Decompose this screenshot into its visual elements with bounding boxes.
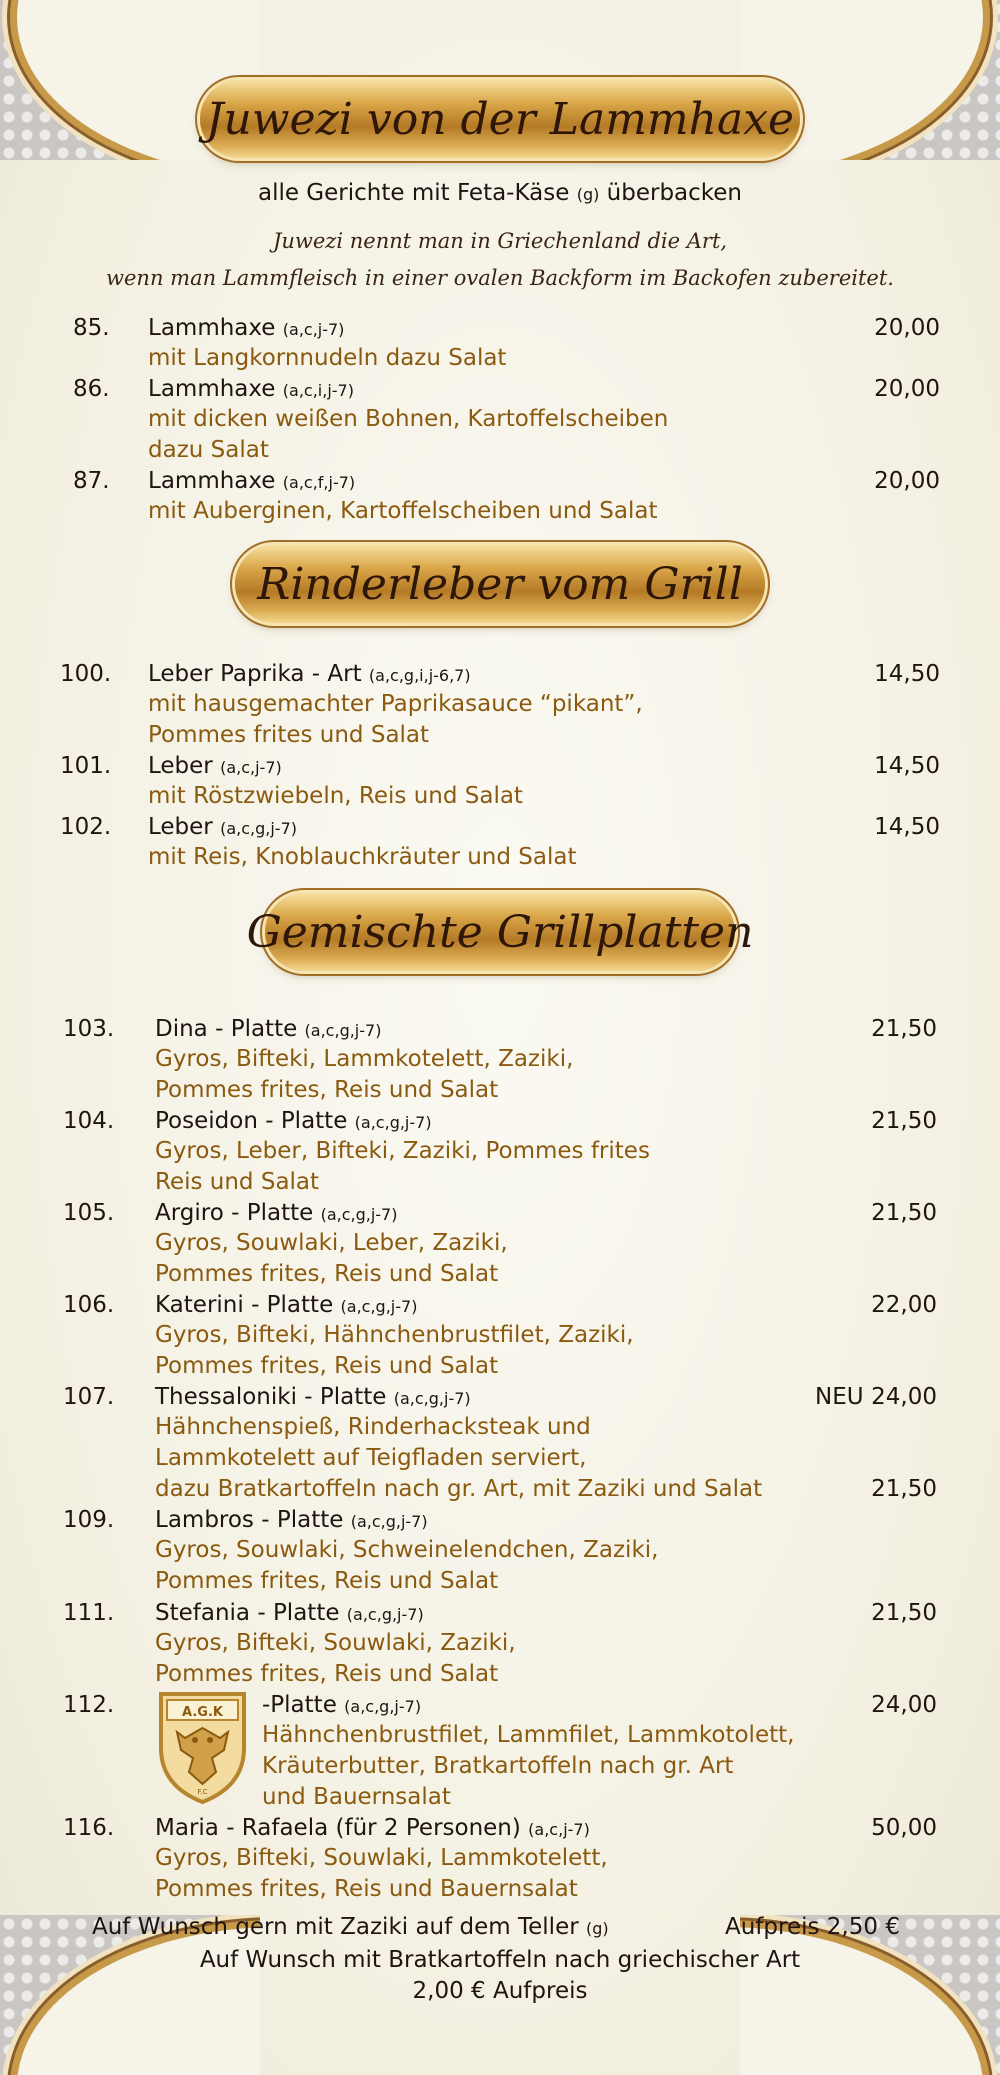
dish-description: Reis und Salat [155, 1169, 320, 1195]
dish-name: Lammhaxe (a,c,j-7) [148, 315, 345, 341]
dish-description: Gyros, Bifteki, Hähnchenbrustfilet, Zaziki, [155, 1322, 634, 1348]
item-price: 22,00 [871, 1292, 937, 1318]
dish-name: Lammhaxe (a,c,i,j-7) [148, 376, 354, 402]
item-price: 14,50 [874, 753, 940, 779]
new-badge: NEU [815, 1384, 864, 1410]
item-price: 21,50 [871, 1108, 937, 1134]
dish-description: Hähnchenbrustfilet, Lammfilet, Lammkotolett, [262, 1722, 795, 1748]
item-number: 86. [73, 376, 110, 402]
dish-description: Hähnchenspieß, Rinderhacksteak und [155, 1414, 591, 1440]
item-number: 105. [63, 1200, 115, 1226]
dish-description: mit Röstzwiebeln, Reis und Salat [148, 783, 523, 809]
dish-name: Poseidon - Platte (a,c,g,j-7) [155, 1108, 432, 1134]
dish-name: Dina - Platte (a,c,g,j-7) [155, 1016, 382, 1042]
item-price: 50,00 [871, 1815, 937, 1841]
section-title: Juwezi von der Lammhaxe [205, 93, 795, 145]
item-number: 104. [63, 1108, 115, 1134]
dish-description: dazu Salat [148, 437, 269, 463]
item-number: 102. [60, 814, 112, 840]
dish-name: Thessaloniki - Platte (a,c,g,j-7) [155, 1384, 471, 1410]
dish-description: Gyros, Souwlaki, Leber, Zaziki, [155, 1230, 508, 1256]
dish-name: Leber (a,c,g,j-7) [148, 814, 297, 840]
dish-description: Pommes frites, Reis und Salat [155, 1077, 499, 1103]
item-number: 87. [73, 468, 110, 494]
item-price: 20,00 [874, 376, 940, 402]
dish-name: Katerini - Platte (a,c,g,j-7) [155, 1292, 418, 1318]
item-price: 20,00 [874, 315, 940, 341]
dish-description: Pommes frites, Reis und Salat [155, 1568, 499, 1594]
section-subtitle: alle Gerichte mit Feta-Käse (g) überbacken [257, 180, 743, 206]
dish-name: Leber Paprika - Art (a,c,g,i,j-6,7) [148, 661, 471, 687]
section-title: Gemischte Grillplatten [246, 906, 754, 958]
item-number: 101. [60, 753, 112, 779]
dish-description: Gyros, Bifteki, Souwlaki, Zaziki, [155, 1630, 516, 1656]
item-number: 111. [63, 1600, 115, 1626]
dish-description: Pommes frites, Reis und Bauernsalat [155, 1876, 578, 1902]
section-banner-lamb [200, 80, 800, 158]
item-number: 109. [63, 1507, 115, 1533]
dish-description: Gyros, Leber, Bifteki, Zaziki, Pommes frites [155, 1138, 650, 1164]
footer-potatoes-price: 2,00 € Aufpreis [412, 1978, 588, 2004]
dish-description: Pommes frites, Reis und Salat [155, 1353, 499, 1379]
item-price: 21,50 [871, 1016, 937, 1042]
item-price: 24,00 [871, 1384, 937, 1410]
dish-description: Gyros, Bifteki, Lammkotelett, Zaziki, [155, 1046, 574, 1072]
dish-description: mit Langkornnudeln dazu Salat [148, 345, 507, 371]
item-number: 100. [60, 661, 112, 687]
dish-description: Pommes frites, Reis und Salat [155, 1261, 499, 1287]
dish-description: Lammkotelett auf Teigfladen serviert, [155, 1445, 587, 1471]
dish-name: Lambros - Platte (a,c,g,j-7) [155, 1507, 428, 1533]
footer-zaziki-price: Aufpreis 2,50 € [725, 1914, 900, 1940]
dish-description: mit Reis, Knoblauchkräuter und Salat [148, 844, 577, 870]
crest-lettering: A.G.K [182, 1705, 223, 1720]
section-banner-liver [235, 545, 765, 623]
club-crest-icon [155, 1688, 250, 1806]
section-banner-grill [246, 893, 754, 971]
dish-description: dazu Bratkartoffeln nach gr. Art, mit Zaziki und Salat [155, 1476, 763, 1502]
item-price: 14,50 [874, 661, 940, 687]
dish-name: Maria - Rafaela (für 2 Personen) (a,c,j-7) [155, 1815, 590, 1841]
section-title: Rinderleber vom Grill [257, 558, 743, 610]
dish-description: Kräuterbutter, Bratkartoffeln nach gr. Art [262, 1753, 734, 1779]
item-price: 20,00 [874, 468, 940, 494]
item-number: 112. [63, 1692, 115, 1718]
dish-name: Lammhaxe (a,c,f,j-7) [148, 468, 356, 494]
dish-description: mit Auberginen, Kartoffelscheiben und Salat [148, 498, 658, 524]
dish-description: Gyros, Bifteki, Souwlaki, Lammkotelett, [155, 1845, 608, 1871]
dish-description: und Bauernsalat [262, 1784, 451, 1810]
item-number: 103. [63, 1016, 115, 1042]
footer-potatoes-note: Auf Wunsch mit Bratkartoffeln nach griechischer Art [199, 1947, 801, 1973]
item-price: 14,50 [874, 814, 940, 840]
item-price: 21,50 [871, 1600, 937, 1626]
dish-name: Stefania - Platte (a,c,g,j-7) [155, 1600, 424, 1626]
section-note-line-2: wenn man Lammfleisch in einer ovalen Backform im Backofen zubereitet. [106, 266, 894, 290]
dish-description: mit dicken weißen Bohnen, Kartoffelscheiben [148, 406, 669, 432]
section-note-line-1: Juwezi nennt man in Griechenland die Art, [272, 229, 728, 253]
item-number: 107. [63, 1384, 115, 1410]
item-price: 21,50 [871, 1200, 937, 1226]
dish-description: Gyros, Souwlaki, Schweinelendchen, Zaziki, [155, 1537, 659, 1563]
dish-description: mit hausgemachter Paprikasauce “pikant”, [148, 691, 643, 717]
dish-description: Pommes frites und Salat [148, 722, 430, 748]
dish-name: Leber (a,c,j-7) [148, 753, 282, 779]
footer-zaziki-note: Auf Wunsch gern mit Zaziki auf dem Teller (g) [92, 1914, 609, 1940]
item-number: 116. [63, 1815, 115, 1841]
dish-description: Pommes frites, Reis und Salat [155, 1661, 499, 1687]
dish-name: -Platte (a,c,g,j-7) [262, 1692, 422, 1718]
item-price: 21,50 [871, 1476, 937, 1502]
item-number: 85. [73, 315, 110, 341]
item-number: 106. [63, 1292, 115, 1318]
item-price: 24,00 [871, 1692, 937, 1718]
dish-name: Argiro - Platte (a,c,g,j-7) [155, 1200, 398, 1226]
svg-text:F.C: F.C [197, 1788, 208, 1796]
